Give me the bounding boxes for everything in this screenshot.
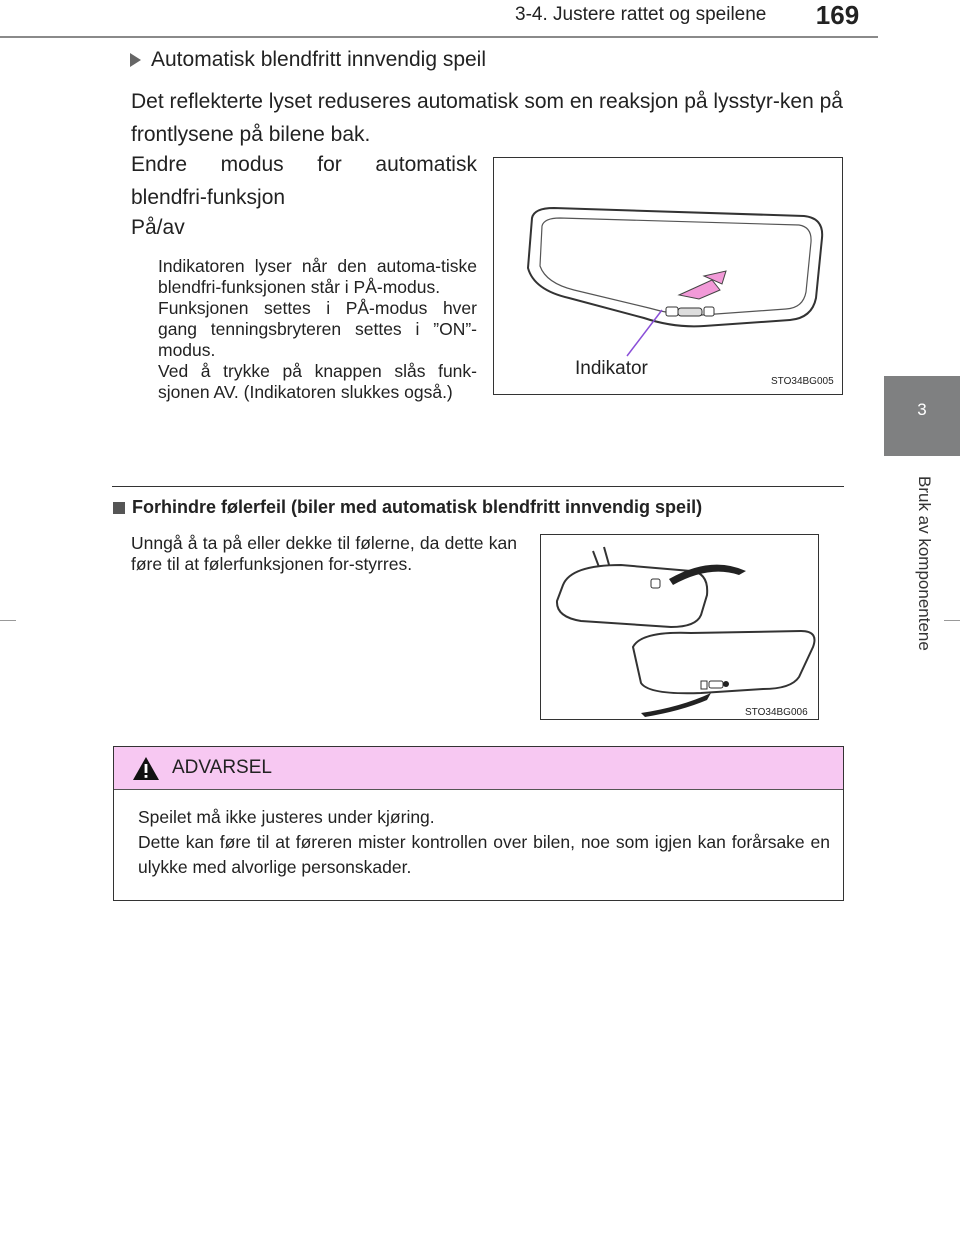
chapter-title: Bruk av komponentene (915, 476, 934, 651)
on-off-label: På/av (131, 216, 185, 239)
section-divider (112, 486, 844, 487)
square-bullet-icon (113, 502, 125, 514)
sensor-figure (540, 534, 819, 720)
sensor-heading: Forhindre følerfeil (biler med automatisk blendfritt innvendig speil) (132, 497, 703, 517)
mode-title-word: automatisk (375, 153, 477, 176)
figure-code: STO34BG006 (745, 707, 808, 718)
page-number: 169 (815, 0, 860, 30)
description-paragraph: Funksjonen settes i PÅ-modus hver gang tenningsbryteren settes i ”ON”-modus. (158, 298, 477, 360)
warning-line: Dette kan føre til at føreren mister kontrollen over bilen, noe som igjen kan forårsake en ulykke med alvorlige personskader. (138, 832, 830, 877)
sensor-text: Unngå å ta på eller dekke til følerne, da dette kan føre til at følerfunksjonen for-styrres. (131, 533, 517, 574)
warning-triangle-icon (132, 756, 160, 786)
crop-mark-left (0, 620, 16, 621)
auto-dimming-heading (130, 48, 486, 72)
description-paragraph: Ved å trykke på knappen slås funk-sjonen AV. (Indikatoren slukkes også.) (158, 361, 477, 402)
arrow-bullet-icon (130, 53, 141, 67)
auto-dimming-intro: Det reflekterte lyset reduseres automatisk som en reaksjon på lysstyr-ken på frontlysene på bilene bak. (131, 90, 843, 146)
mirror-indicator-figure (493, 157, 843, 395)
warning-title: ADVARSEL (172, 757, 272, 778)
crop-mark-right (944, 620, 960, 621)
mode-title-word: modus (220, 153, 284, 176)
figure-code: STO34BG005 (771, 376, 834, 387)
mode-title-line2: blendfri-funksjon (131, 186, 286, 209)
section-title: 3-4. Justere rattet og speilene (515, 4, 767, 25)
indicator-label: Indikator (575, 358, 648, 379)
auto-dimming-heading-text: Automatisk blendfritt innvendig speil (151, 48, 487, 71)
sensor-illustration (541, 535, 818, 719)
chapter-number: 3 (917, 400, 927, 419)
mirror-illustration (494, 158, 842, 394)
mode-title (131, 148, 477, 214)
on-off-description (158, 256, 477, 403)
warning-body (138, 805, 830, 880)
mode-title-word: Endre (131, 153, 188, 176)
mode-title-word: for (317, 153, 342, 176)
header-divider (0, 36, 878, 38)
warning-line: Speilet må ikke justeres under kjøring. (138, 807, 435, 827)
description-paragraph: Indikatoren lyser når den automa-tiske blendfri-funksjonen står i PÅ-modus. (158, 256, 477, 297)
